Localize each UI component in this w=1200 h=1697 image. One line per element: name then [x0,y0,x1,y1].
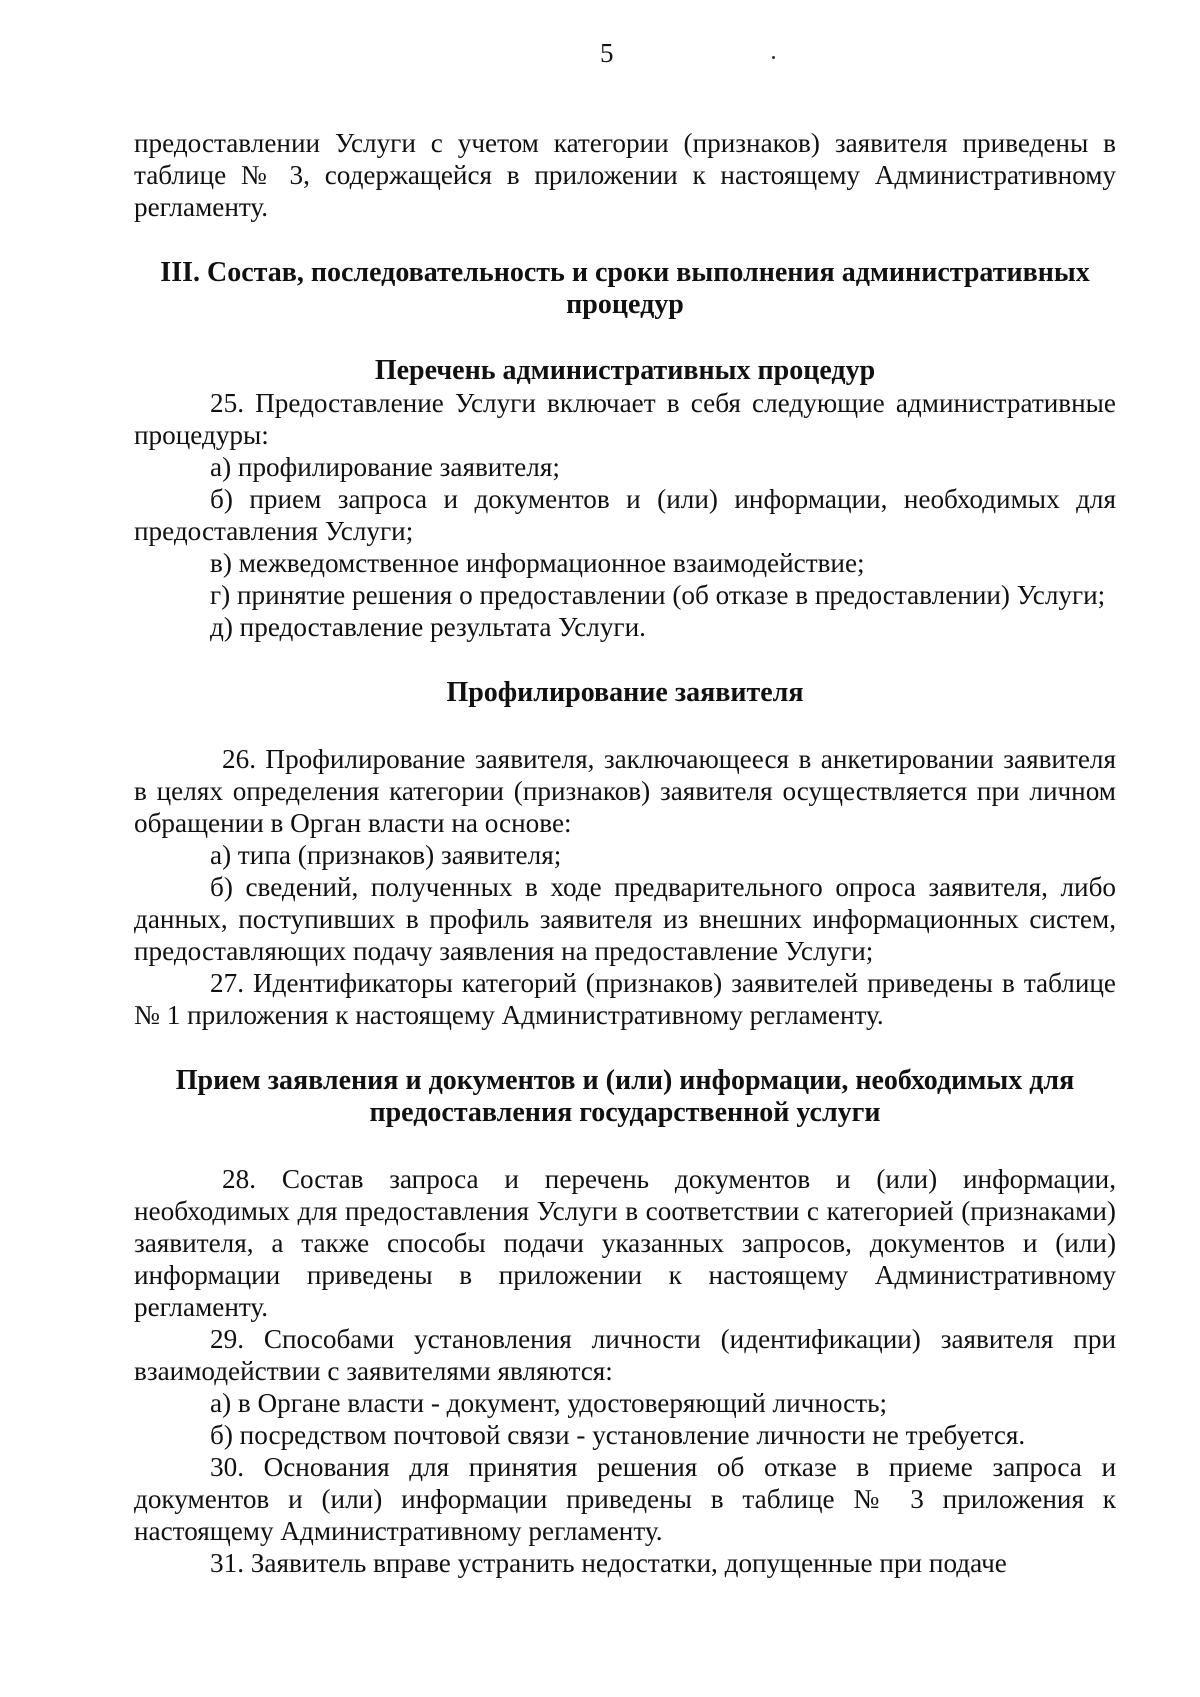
spacer [134,223,1116,257]
paragraph: б) сведений, полученных в ходе предварительного опроса заявителя, либо данных, поступивших в профиль заявителя из внешних информационных систем, предоставляющих подачу заявления на предоставление Услуги; [134,872,1116,966]
paragraph: а) профилирование заявителя; [210,452,560,482]
paragraph: 25. Предоставление Услуги включает в себя следующие административные процедуры: [134,388,1116,450]
subsection-heading: Перечень административных процедур [374,355,876,386]
scan-speck [772,56,775,59]
paragraph: а) в Органе власти - документ, удостоверяющий личность; [210,1388,888,1418]
spacer [134,1129,1116,1163]
spacer [134,643,1116,677]
page-number: 5 [600,38,614,68]
paragraph: 27. Идентификаторы категорий (признаков) заявителей приведены в таблице № 1 приложения к настоящему Административному регламенту. [134,968,1116,1030]
section-heading: III. Состав, последовательность и сроки выполнения административных процедур [160,257,1090,320]
paragraph: 29. Способами установления личности (идентификации) заявителя при взаимодействии с заявителями являются: [134,1324,1116,1386]
spacer [134,321,1116,355]
paragraph: 26. Профилирование заявителя, заключающееся в анкетировании заявителя в целях определения категории (признаков) заявителя осуществляется при личном обращении в Орган власти на основе: [134,744,1116,838]
paragraph: предоставлении Услуги с учетом категории (признаков) заявителя приведены в таблице № 3, содержащейся в приложении к настоящему Административному регламенту. [134,128,1116,222]
paragraph: г) принятие решения о предоставлении (об отказе в предоставлении) Услуги; [210,580,1106,610]
paragraph: а) типа (признаков) заявителя; [210,840,562,870]
spacer [134,709,1116,743]
paragraph: в) межведомственное информационное взаимодействие; [210,548,865,578]
paragraph: б) прием запроса и документов и (или) информации, необходимых для предоставления Услуги; [134,484,1116,546]
paragraph: 31. Заявитель вправе устранить недостатки, допущенные при подаче [210,1548,1007,1578]
paragraph: б) посредством почтовой связи - установление личности не требуется. [210,1420,1026,1450]
paragraph: 28. Состав запроса и перечень документов и (или) информации, необходимых для предоставления Услуги в соответствии с категорией (признаками) заявителя, а также способы подачи указанных запросов, документов и (или) информации приведены в приложении к настоящему Административному регламенту. [134,1164,1116,1322]
paragraph: д) предоставление результата Услуги. [210,612,646,642]
section-heading: Прием заявления и документов и (или) информации, необходимых для предоставления государственной услуги [175,1065,1075,1128]
spacer [134,1031,1116,1065]
document-body [134,127,1116,1579]
subsection-heading: Профилирование заявителя [446,677,804,708]
paragraph: 30. Основания для принятия решения об отказе в приеме запроса и документов и (или) информации приведены в таблице № 3 приложения к настоящему Административному регламенту. [134,1452,1116,1546]
